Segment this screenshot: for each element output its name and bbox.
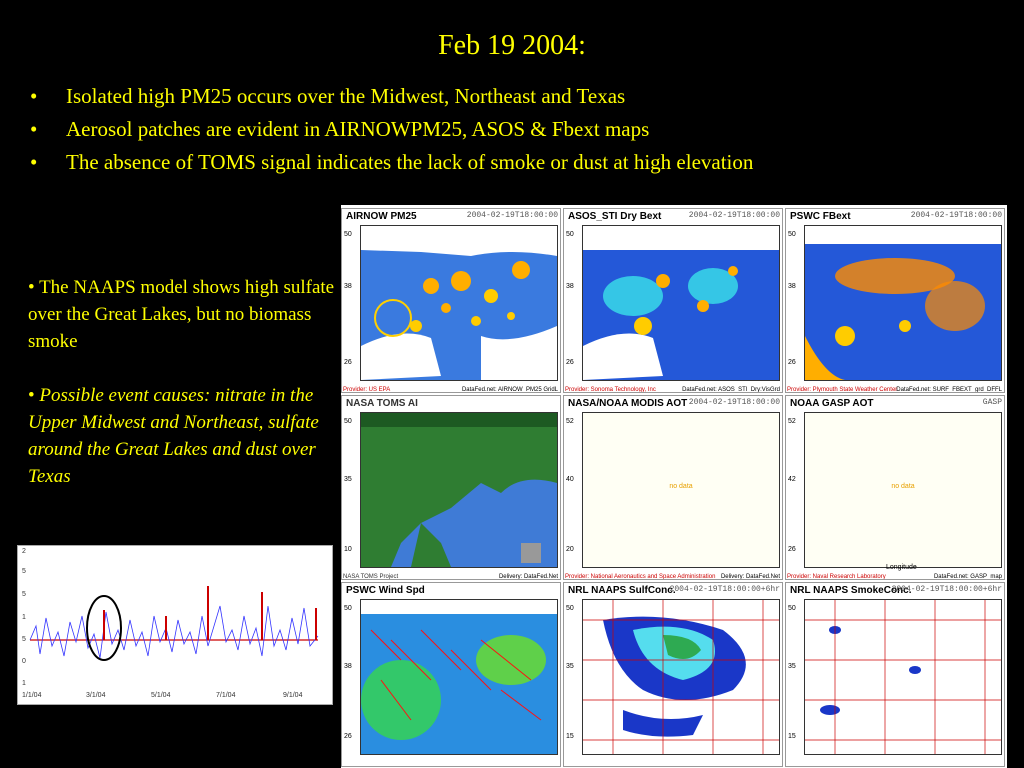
panel-title: ASOS_STI Dry Bext (568, 211, 662, 222)
y-tick: 26 (788, 359, 796, 366)
gasp-map (804, 412, 1002, 568)
slide-title: Feb 19 2004: (438, 30, 586, 61)
panel-airnow-pm25 (341, 208, 561, 393)
side-note-naaps: • The NAAPS model shows high sulfate over the Great Lakes, but no biomass smoke (28, 277, 335, 352)
panel-toms-ai (341, 395, 561, 580)
x-tick: 7/1/04 (216, 692, 236, 699)
y-tick: 20 (566, 546, 574, 553)
y-tick: 26 (344, 359, 352, 366)
panel-source: Delivery: DataFed.Net (498, 574, 558, 580)
y-tick: 2 (22, 548, 26, 555)
bullet-item: • Aerosol patches are evident in AIRNOWPM25, ASOS & Fbext maps (30, 117, 650, 141)
toms-map (360, 412, 558, 568)
y-tick: 50 (788, 605, 796, 612)
timeseries-chart (17, 545, 333, 705)
panel-provider: Provider: Naval Research Laboratory (787, 574, 886, 580)
fbext-map (804, 225, 1002, 381)
y-tick: 38 (344, 663, 352, 670)
y-tick: 15 (788, 733, 796, 740)
y-tick: 1 (22, 680, 26, 687)
panel-title: PSWC Wind Spd (346, 585, 425, 596)
panel-title: NASA/NOAA MODIS AOT (568, 398, 688, 409)
y-tick: 35 (788, 663, 796, 670)
panel-source: DataFed.net: ASOS_STI_Dry:VisGrd (682, 387, 780, 393)
y-tick: 52 (788, 418, 796, 425)
y-tick: 50 (788, 231, 796, 238)
pm25-map (360, 225, 558, 381)
panel-date: 2004-02-19T18:00:00 (466, 211, 558, 220)
no-data-label: no data (891, 483, 915, 490)
panel-naaps-sulfate (563, 582, 783, 767)
panel-date: 2004-02-19T18:00:00 (688, 398, 780, 407)
y-tick: 50 (344, 231, 352, 238)
asos-map (582, 225, 780, 381)
timeseries-plot (18, 546, 332, 686)
panel-provider: Provider: Sonoma Technology, Inc (565, 387, 656, 393)
panel-naaps-smoke (785, 582, 1005, 767)
sulfate-map (582, 599, 780, 755)
no-data-label: no data (669, 483, 693, 490)
panel-provider: Provider: US EPA (343, 387, 391, 393)
y-tick: 35 (344, 476, 352, 483)
y-tick: 38 (566, 283, 574, 290)
x-tick: 9/1/04 (283, 692, 303, 699)
panel-provider: NASA TOMS Project (343, 574, 399, 580)
panel-source: DataFed.net: AIRNOW_PM25 GridL (461, 387, 558, 393)
panel-gasp-aot (785, 395, 1005, 580)
panel-pswc-fbext (785, 208, 1005, 393)
y-tick: 26 (566, 359, 574, 366)
y-tick: 50 (344, 605, 352, 612)
y-tick: 15 (566, 733, 574, 740)
panel-title: NASA TOMS AI (346, 398, 418, 409)
x-axis-label: Longitude (886, 564, 917, 571)
y-tick: 50 (566, 605, 574, 612)
panel-source: DataFed.net: SURF_FBEXT_grd_DFFL (896, 387, 1002, 393)
panel-title: NRL NAAPS SulfConc. (568, 585, 676, 596)
y-tick: 1 (22, 614, 26, 621)
y-tick: 38 (788, 283, 796, 290)
y-tick: 5 (22, 568, 26, 575)
panel-title: NOAA GASP AOT (790, 398, 874, 409)
panel-date: 2004-02-19T18:00:00+6hr (669, 585, 780, 594)
panel-date: 2004-02-19T18:00:00+6hr (891, 585, 1002, 594)
panel-provider: Provider: Plymouth State Weather Center (787, 387, 898, 393)
y-tick: 5 (22, 636, 26, 643)
panel-asos-dry-bext (563, 208, 783, 393)
panel-title: PSWC FBext (790, 211, 851, 222)
bullet-item: • The absence of TOMS signal indicates the lack of smoke or dust at high elevation (30, 150, 754, 174)
y-tick: 10 (344, 546, 352, 553)
y-tick: 5 (22, 591, 26, 598)
wind-map (360, 599, 558, 755)
y-tick: 26 (788, 546, 796, 553)
y-tick: 38 (344, 283, 352, 290)
x-tick: 1/1/04 (22, 692, 42, 699)
panel-title: AIRNOW PM25 (346, 211, 417, 222)
x-tick: 5/1/04 (151, 692, 171, 699)
modis-map (582, 412, 780, 568)
map-mosaic (341, 205, 1007, 768)
panel-modis-aot (563, 395, 783, 580)
x-tick: 3/1/04 (86, 692, 106, 699)
bullet-item: • Isolated high PM25 occurs over the Midwest, Northeast and Texas (30, 84, 626, 108)
panel-date: GASP (982, 398, 1002, 407)
y-tick: 52 (566, 418, 574, 425)
panel-source: DataFed.net: GASP_map (933, 574, 1002, 580)
y-tick: 35 (566, 663, 574, 670)
panel-wind-speed (341, 582, 561, 767)
panel-provider: Provider: National Aeronautics and Space Administration (565, 574, 716, 580)
y-tick: 50 (344, 418, 352, 425)
y-tick: 50 (566, 231, 574, 238)
bullet-list (30, 83, 753, 182)
panel-title: NRL NAAPS SmokeConc. (790, 585, 912, 596)
y-tick: 42 (788, 476, 796, 483)
smoke-map (804, 599, 1002, 755)
panel-date: 2004-02-19T18:00:00 (910, 211, 1002, 220)
y-tick: 0 (22, 658, 26, 665)
side-note-causes: • Possible event causes: nitrate in the Upper Midwest and Northeast, sulfate around the Great Lakes and dust over Texas (28, 385, 319, 487)
y-tick: 26 (344, 733, 352, 740)
panel-date: 2004-02-19T18:00:00 (688, 211, 780, 220)
panel-source: Delivery: DataFed.Net (720, 574, 780, 580)
y-tick: 40 (566, 476, 574, 483)
